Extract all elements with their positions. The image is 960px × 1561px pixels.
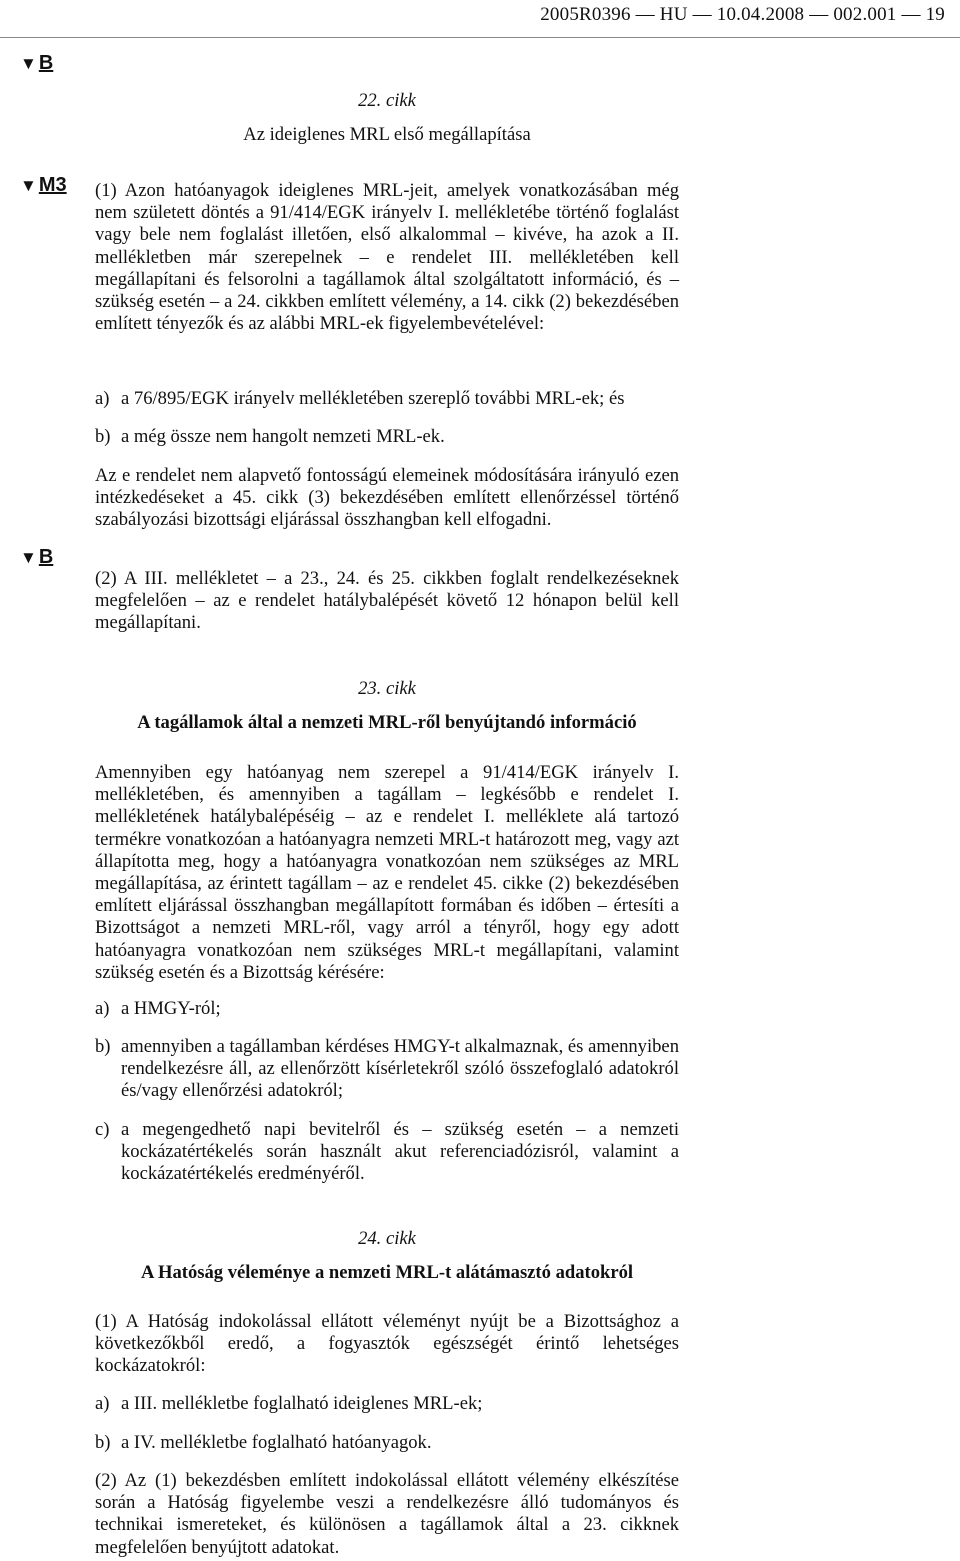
- article-22-closing-paragraph: [95, 465, 679, 532]
- article-number: 22. cikk: [358, 90, 416, 111]
- article-24-paragraph-2: [95, 1470, 679, 1559]
- article-22-heading: [95, 90, 679, 112]
- article-24-title-block: [95, 1262, 679, 1284]
- article-22-paragraph-1: [95, 180, 679, 335]
- article-23-item-a: [95, 998, 679, 1020]
- marker-code: B: [38, 546, 54, 568]
- article-title: A Hatóság véleménye a nemzeti MRL-t alátámasztó adatokról: [140, 1262, 634, 1283]
- triangle-down-icon: ▼: [20, 54, 37, 73]
- item-text: amennyiben a tagállamban kérdéses HMGY-t alkalmaznak, és amennyiben rendelkezésre áll, az ellenőrzött kísérletekről szóló összefoglaló adatokról és/vagy ellenőrzési adatokról;: [121, 1036, 679, 1102]
- item-label: c): [95, 1119, 110, 1140]
- item-label: b): [95, 1036, 111, 1057]
- article-23-paragraph-1: [95, 762, 679, 984]
- item-text: a megengedhető napi bevitelről és – szükség esetén – a nemzeti kockázatértékelés során használt akut referenciadózisról, valamint a kockázatértékelés eredményéről.: [121, 1119, 679, 1185]
- amendment-marker-b: [20, 546, 53, 569]
- item-text: a még össze nem hangolt nemzeti MRL-ek.: [121, 426, 445, 447]
- article-23-heading: [95, 678, 679, 700]
- list-item: [95, 1036, 679, 1103]
- article-23-title-block: [95, 712, 679, 734]
- item-text: a IV. mellékletbe foglalható hatóanyagok.: [121, 1432, 432, 1453]
- list-item: [95, 1393, 679, 1415]
- article-23-item-c: [95, 1119, 679, 1186]
- article-22-paragraph-2: [95, 568, 679, 635]
- list-item: [95, 388, 679, 410]
- item-text: a III. mellékletbe foglalható ideiglenes MRL-ek;: [121, 1393, 483, 1414]
- article-24-heading: [95, 1228, 679, 1250]
- item-label: a): [95, 1393, 110, 1414]
- article-23-item-b: [95, 1036, 679, 1103]
- item-text: a HMGY-ról;: [121, 998, 221, 1019]
- marker-code: B: [38, 52, 54, 74]
- item-text: a 76/895/EGK irányelv mellékletében szereplő további MRL-ek; és: [121, 388, 625, 409]
- item-label: a): [95, 998, 110, 1019]
- article-24-item-a: [95, 1393, 679, 1415]
- paragraph: Az e rendelet nem alapvető fontosságú elemeinek módosítására irányuló ezen intézkedéseket a 45. cikk (3) bekezdésében említett ellenőrzéssel történő szabályozási bizottsági eljárással összhangban kell elfogadni.: [95, 465, 679, 531]
- paragraph: (1) A Hatóság indokolással ellátott véleményt nyújt be a Bizottsághoz a következőkből eredő, a fogyasztók egészségét érintő lehetséges kockázatokról:: [95, 1311, 679, 1377]
- article-number: 23. cikk: [358, 678, 416, 699]
- page-header: 2005R0396 — HU — 10.04.2008 — 002.001 — 19: [540, 4, 945, 25]
- amendment-marker-b: [20, 52, 53, 75]
- marker-code: M3: [38, 174, 67, 196]
- paragraph: (1) Azon hatóanyagok ideiglenes MRL-jeit, amelyek vonatkozásában még nem született döntés a 91/414/EGK irányelv I. mellékletébe történő foglalást vagy bele nem foglalást illetően, első alkalommal – kivéve, ha azok a II. mellékletben már szerepelnek – e rendelet III. mellékletében kell megállapítani és felsorolni a tagállamok által szolgáltatott információ, és – szükség esetén – a 24. cikkben említett vélemény, a 14. cikk (2) bekezdésében említett tényezők és az alábbi MRL-ek figyelembevételével:: [95, 180, 679, 335]
- triangle-down-icon: ▼: [20, 176, 37, 195]
- list-item: [95, 1432, 679, 1454]
- article-number: 24. cikk: [358, 1228, 416, 1249]
- list-item: [95, 998, 679, 1020]
- paragraph: Amennyiben egy hatóanyag nem szerepel a 91/414/EGK irányelv I. mellékletében, és amennyiben a tagállam – legkésőbb e rendelet I. mellékletének hatálybalépéséig – az e rendelet I. melléklete alá tartozó termékre vonatkozóan a hatóanyagra nemzeti MRL-t határozott meg, vagy azt állapította meg, hogy a hatóanyagra vonatkozóan nem szükséges az MRL megállapítása, az érintett tagállam – az e rendelet 45. cikke (2) bekezdésében említett eljárással összhangban megállapított formában és időben – értesíti a Bizottságot a nemzeti MRL-ről, vagy arról a tényről, hogy egy adott hatóanyagra vonatkozóan nem szükséges MRL-t megállapítani, valamint szükség esetén és a Bizottság kérésére:: [95, 762, 679, 983]
- list-item: [95, 426, 679, 448]
- header-divider: [0, 37, 960, 38]
- article-22-item-a: [95, 388, 679, 410]
- amendment-marker-m3: [20, 174, 67, 197]
- triangle-down-icon: ▼: [20, 548, 37, 567]
- article-22-title-block: [95, 124, 679, 146]
- article-24-paragraph-1: [95, 1311, 679, 1378]
- article-22-item-b: [95, 426, 679, 448]
- item-label: a): [95, 388, 110, 409]
- item-label: b): [95, 1432, 111, 1453]
- list-item: [95, 1119, 679, 1186]
- article-title: A tagállamok által a nemzeti MRL-ről benyújtandó információ: [137, 712, 637, 733]
- paragraph: (2) Az (1) bekezdésben említett indokolással ellátott vélemény elkészítése során a Hatóság figyelembe veszi a rendelkezésre álló tudományos és technikai ismereteket, és különösen a tagállamok által a 23. cikknek megfelelően benyújtott adatokat.: [95, 1470, 679, 1558]
- article-title: Az ideiglenes MRL első megállapítása: [243, 124, 531, 145]
- item-label: b): [95, 426, 111, 447]
- article-24-item-b: [95, 1432, 679, 1454]
- paragraph: (2) A III. mellékletet – a 23., 24. és 25. cikkben foglalt rendelkezéseknek megfelelően – az e rendelet hatálybalépését követő 12 hónapon belül kell megállapítani.: [95, 568, 679, 634]
